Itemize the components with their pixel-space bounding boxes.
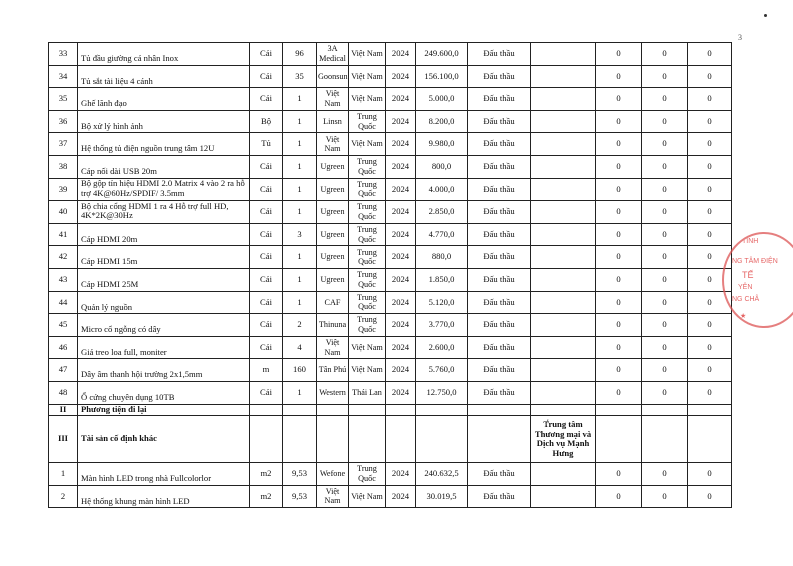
quantity: 1 xyxy=(283,381,317,404)
quantity: 96 xyxy=(283,43,317,66)
table-row xyxy=(49,268,732,291)
value-col-2: 0 xyxy=(642,314,688,337)
quantity: 2 xyxy=(283,314,317,337)
year: 2024 xyxy=(386,314,416,337)
unit: Cái xyxy=(250,314,283,337)
quantity: 1 xyxy=(283,178,317,201)
value-col-3: 0 xyxy=(688,463,732,486)
origin: Thái Lan xyxy=(349,381,386,404)
year: 2024 xyxy=(386,178,416,201)
procurement-method: Đấu thầu xyxy=(468,336,531,359)
section-number: II xyxy=(49,404,78,416)
table-row xyxy=(49,336,732,359)
brand: 3A Medical xyxy=(317,43,349,66)
supplier xyxy=(531,223,596,246)
unit: Cái xyxy=(250,336,283,359)
table-row xyxy=(49,485,732,508)
table-row xyxy=(49,404,732,416)
price: 156.100,0 xyxy=(416,65,468,88)
value-col-3: 0 xyxy=(688,314,732,337)
quantity: 1 xyxy=(283,291,317,314)
supplier xyxy=(531,133,596,156)
supplier xyxy=(531,336,596,359)
item-name: Micro cổ ngỗng có dây xyxy=(78,314,250,337)
value-col-1: 0 xyxy=(596,268,642,291)
unit: Cái xyxy=(250,268,283,291)
value-col-2: 0 xyxy=(642,88,688,111)
price: 240.632,5 xyxy=(416,463,468,486)
table-row xyxy=(49,246,732,269)
procurement-method: Đấu thầu xyxy=(468,291,531,314)
value-col-2: 0 xyxy=(642,336,688,359)
item-name: Giá treo loa full, moniter xyxy=(78,336,250,359)
brand: Việt Nam xyxy=(317,88,349,111)
row-number: 33 xyxy=(49,43,78,66)
year: 2024 xyxy=(386,291,416,314)
supplier xyxy=(531,359,596,382)
item-name: Bộ gộp tín hiệu HDMI 2.0 Matrix 4 vào 2 ra hỗ trợ 4K@60Hz/SPDIF/ 3.5mm xyxy=(78,178,250,201)
item-name: Quản lý nguồn xyxy=(78,291,250,314)
table-row xyxy=(49,463,732,486)
table-body-bottom xyxy=(49,463,732,508)
brand: Việt Nam xyxy=(317,133,349,156)
procurement-method: Đấu thầu xyxy=(468,381,531,404)
price: 880,0 xyxy=(416,246,468,269)
table-row xyxy=(49,110,732,133)
row-number: 46 xyxy=(49,336,78,359)
brand: Goonsun xyxy=(317,65,349,88)
value-col-1: 0 xyxy=(596,291,642,314)
value-col-2: 0 xyxy=(642,359,688,382)
price: 9.980,0 xyxy=(416,133,468,156)
procurement-method: Đấu thầu xyxy=(468,178,531,201)
value-col-3: 0 xyxy=(688,88,732,111)
quantity: 9,53 xyxy=(283,485,317,508)
year: 2024 xyxy=(386,110,416,133)
table-row xyxy=(49,133,732,156)
supplier-name: Trung tâm Thương mại và Dịch vụ Mạnh Hưng xyxy=(531,416,596,463)
quantity: 35 xyxy=(283,65,317,88)
supplier xyxy=(531,43,596,66)
price: 2.600,0 xyxy=(416,336,468,359)
row-number: 43 xyxy=(49,268,78,291)
procurement-method: Đấu thầu xyxy=(468,485,531,508)
value-col-1: 0 xyxy=(596,88,642,111)
brand: Việt Nam xyxy=(317,336,349,359)
value-col-3: 0 xyxy=(688,110,732,133)
table-row xyxy=(49,223,732,246)
unit: Cái xyxy=(250,246,283,269)
value-col-3: 0 xyxy=(688,133,732,156)
item-name: Bộ xử lý hình ảnh xyxy=(78,110,250,133)
value-col-3: 0 xyxy=(688,223,732,246)
table-row xyxy=(49,65,732,88)
value-col-3: 0 xyxy=(688,178,732,201)
value-col-2: 0 xyxy=(642,43,688,66)
year: 2024 xyxy=(386,223,416,246)
procurement-method: Đấu thầu xyxy=(468,201,531,224)
value-col-3: 0 xyxy=(688,381,732,404)
asset-table xyxy=(48,42,732,508)
row-number: 38 xyxy=(49,155,78,178)
unit: Cái xyxy=(250,43,283,66)
origin: Trung Quốc xyxy=(349,178,386,201)
unit: m2 xyxy=(250,463,283,486)
table-row xyxy=(49,88,732,111)
value-col-3: 0 xyxy=(688,201,732,224)
value-col-1: 0 xyxy=(596,133,642,156)
quantity: 9,53 xyxy=(283,463,317,486)
value-col-1: 0 xyxy=(596,314,642,337)
procurement-method: Đấu thầu xyxy=(468,88,531,111)
section-title: Tài sản cố định khác xyxy=(78,416,250,463)
item-name: Hệ thống khung màn hình LED xyxy=(78,485,250,508)
brand: Linsn xyxy=(317,110,349,133)
quantity: 1 xyxy=(283,201,317,224)
item-name: Ổ cứng chuyên dụng 10TB xyxy=(78,381,250,404)
year: 2024 xyxy=(386,88,416,111)
value-col-3: 0 xyxy=(688,65,732,88)
section-iii xyxy=(49,416,732,463)
origin: Trung Quốc xyxy=(349,314,386,337)
scan-dot xyxy=(764,14,767,17)
supplier xyxy=(531,65,596,88)
row-number: 1 xyxy=(49,463,78,486)
value-col-2: 0 xyxy=(642,133,688,156)
section-ii xyxy=(49,404,732,416)
supplier xyxy=(531,178,596,201)
quantity: 1 xyxy=(283,246,317,269)
brand: Ugreen xyxy=(317,246,349,269)
year: 2024 xyxy=(386,155,416,178)
quantity: 1 xyxy=(283,155,317,178)
item-name: Cáp nối dài USB 20m xyxy=(78,155,250,178)
table-row xyxy=(49,291,732,314)
procurement-method: Đấu thầu xyxy=(468,65,531,88)
year: 2024 xyxy=(386,133,416,156)
year: 2024 xyxy=(386,201,416,224)
value-col-2: 0 xyxy=(642,223,688,246)
year: 2024 xyxy=(386,336,416,359)
value-col-2: 0 xyxy=(642,110,688,133)
unit: m xyxy=(250,359,283,382)
item-name: Dây âm thanh hội trường 2x1,5mm xyxy=(78,359,250,382)
brand: Western xyxy=(317,381,349,404)
origin: Việt Nam xyxy=(349,43,386,66)
value-col-3: 0 xyxy=(688,246,732,269)
brand: Việt Nam xyxy=(317,485,349,508)
supplier xyxy=(531,246,596,269)
row-number: 41 xyxy=(49,223,78,246)
quantity: 160 xyxy=(283,359,317,382)
unit: Cái xyxy=(250,223,283,246)
value-col-3: 0 xyxy=(688,336,732,359)
unit: Cái xyxy=(250,381,283,404)
year: 2024 xyxy=(386,65,416,88)
procurement-method: Đấu thầu xyxy=(468,268,531,291)
origin: Trung Quốc xyxy=(349,223,386,246)
year: 2024 xyxy=(386,463,416,486)
value-col-3: 0 xyxy=(688,359,732,382)
quantity: 1 xyxy=(283,88,317,111)
row-number: 40 xyxy=(49,201,78,224)
value-col-1: 0 xyxy=(596,336,642,359)
origin: Trung Quốc xyxy=(349,246,386,269)
quantity: 1 xyxy=(283,133,317,156)
value-col-1: 0 xyxy=(596,463,642,486)
official-seal: TỈNH NG TÂM ĐIỆN TẾ YÊN NG CHÂ ★ xyxy=(722,232,793,328)
price: 2.850,0 xyxy=(416,201,468,224)
origin: Việt Nam xyxy=(349,336,386,359)
year: 2024 xyxy=(386,246,416,269)
brand: Ugreen xyxy=(317,155,349,178)
procurement-method: Đấu thầu xyxy=(468,155,531,178)
row-number: 37 xyxy=(49,133,78,156)
value-col-2: 0 xyxy=(642,485,688,508)
value-col-3: 0 xyxy=(688,268,732,291)
price: 5.120,0 xyxy=(416,291,468,314)
quantity: 1 xyxy=(283,268,317,291)
table-row xyxy=(49,359,732,382)
unit: Cái xyxy=(250,201,283,224)
table-row xyxy=(49,416,732,463)
row-number: 35 xyxy=(49,88,78,111)
year: 2024 xyxy=(386,381,416,404)
value-col-2: 0 xyxy=(642,155,688,178)
value-col-1: 0 xyxy=(596,65,642,88)
year: 2024 xyxy=(386,485,416,508)
value-col-1: 0 xyxy=(596,178,642,201)
year: 2024 xyxy=(386,43,416,66)
item-name: Hệ thống tủ điện nguồn trung tâm 12U xyxy=(78,133,250,156)
value-col-2: 0 xyxy=(642,246,688,269)
procurement-method: Đấu thầu xyxy=(468,43,531,66)
procurement-method: Đấu thầu xyxy=(468,246,531,269)
quantity: 1 xyxy=(283,110,317,133)
unit: Tủ xyxy=(250,133,283,156)
table-row xyxy=(49,178,732,201)
supplier xyxy=(531,463,596,486)
origin: Trung Quốc xyxy=(349,291,386,314)
procurement-method: Đấu thầu xyxy=(468,110,531,133)
origin: Việt Nam xyxy=(349,88,386,111)
price: 12.750,0 xyxy=(416,381,468,404)
item-name: Tủ đầu giường cá nhân Inox xyxy=(78,43,250,66)
table-row xyxy=(49,201,732,224)
brand: Wefone xyxy=(317,463,349,486)
item-name: Cáp HDMI 20m xyxy=(78,223,250,246)
unit: Cái xyxy=(250,178,283,201)
value-col-3: 0 xyxy=(688,155,732,178)
procurement-method: Đấu thầu xyxy=(468,463,531,486)
item-name: Cáp HDMI 15m xyxy=(78,246,250,269)
value-col-1: 0 xyxy=(596,155,642,178)
brand: Ugreen xyxy=(317,268,349,291)
unit: Bộ xyxy=(250,110,283,133)
origin: Trung Quốc xyxy=(349,201,386,224)
value-col-1: 0 xyxy=(596,246,642,269)
price: 3.770,0 xyxy=(416,314,468,337)
supplier xyxy=(531,155,596,178)
value-col-1: 0 xyxy=(596,485,642,508)
value-col-1: 0 xyxy=(596,381,642,404)
procurement-method: Đấu thầu xyxy=(468,133,531,156)
year: 2024 xyxy=(386,268,416,291)
origin: Trung Quốc xyxy=(349,110,386,133)
value-col-2: 0 xyxy=(642,65,688,88)
table-row xyxy=(49,43,732,66)
price: 1.850,0 xyxy=(416,268,468,291)
row-number: 39 xyxy=(49,178,78,201)
unit: Cái xyxy=(250,155,283,178)
item-name: Ghế lãnh đạo xyxy=(78,88,250,111)
value-col-2: 0 xyxy=(642,291,688,314)
item-name: Cáp HDMI 25M xyxy=(78,268,250,291)
section-number: III xyxy=(49,416,78,463)
row-number: 48 xyxy=(49,381,78,404)
value-col-3: 0 xyxy=(688,43,732,66)
item-name: Tủ sắt tài liệu 4 cánh xyxy=(78,65,250,88)
value-col-1: 0 xyxy=(596,223,642,246)
row-number: 36 xyxy=(49,110,78,133)
supplier xyxy=(531,268,596,291)
price: 30.019,5 xyxy=(416,485,468,508)
supplier xyxy=(531,485,596,508)
price: 800,0 xyxy=(416,155,468,178)
value-col-1: 0 xyxy=(596,43,642,66)
supplier xyxy=(531,291,596,314)
table-row xyxy=(49,314,732,337)
value-col-2: 0 xyxy=(642,268,688,291)
row-number: 47 xyxy=(49,359,78,382)
origin: Trung Quốc xyxy=(349,268,386,291)
procurement-method: Đấu thầu xyxy=(468,359,531,382)
origin: Việt Nam xyxy=(349,485,386,508)
origin: Trung Quốc xyxy=(349,155,386,178)
value-col-1: 0 xyxy=(596,359,642,382)
supplier xyxy=(531,314,596,337)
unit: m2 xyxy=(250,485,283,508)
procurement-method: Đấu thầu xyxy=(468,223,531,246)
brand: CAF xyxy=(317,291,349,314)
quantity: 3 xyxy=(283,223,317,246)
year: 2024 xyxy=(386,359,416,382)
brand: Ugreen xyxy=(317,223,349,246)
quantity: 4 xyxy=(283,336,317,359)
item-name: Màn hình LED trong nhà Fullcolorlor xyxy=(78,463,250,486)
row-number: 45 xyxy=(49,314,78,337)
table-body-top xyxy=(49,43,732,405)
unit: Cái xyxy=(250,65,283,88)
table-row xyxy=(49,381,732,404)
table-row xyxy=(49,155,732,178)
price: 4.000,0 xyxy=(416,178,468,201)
row-number: 44 xyxy=(49,291,78,314)
value-col-2: 0 xyxy=(642,381,688,404)
price: 4.770,0 xyxy=(416,223,468,246)
brand: Ugreen xyxy=(317,178,349,201)
unit: Cái xyxy=(250,88,283,111)
value-col-3: 0 xyxy=(688,291,732,314)
origin: Việt Nam xyxy=(349,133,386,156)
unit: Cái xyxy=(250,291,283,314)
value-col-1: 0 xyxy=(596,201,642,224)
row-number: 34 xyxy=(49,65,78,88)
value-col-2: 0 xyxy=(642,178,688,201)
supplier xyxy=(531,381,596,404)
brand: Tân Phú xyxy=(317,359,349,382)
value-col-3: 0 xyxy=(688,485,732,508)
page-corner-mark: 3 xyxy=(738,33,742,42)
procurement-method: Đấu thầu xyxy=(468,314,531,337)
supplier xyxy=(531,88,596,111)
value-col-2: 0 xyxy=(642,463,688,486)
price: 8.200,0 xyxy=(416,110,468,133)
section-title: Phương tiện đi lại xyxy=(78,404,250,416)
value-col-2: 0 xyxy=(642,201,688,224)
item-name: Bộ chia cổng HDMI 1 ra 4 Hỗ trợ full HD, 4K*2K@30Hz xyxy=(78,201,250,224)
price: 5.760,0 xyxy=(416,359,468,382)
price: 249.600,0 xyxy=(416,43,468,66)
origin: Trung Quốc xyxy=(349,463,386,486)
supplier xyxy=(531,110,596,133)
row-number: 2 xyxy=(49,485,78,508)
value-col-1: 0 xyxy=(596,110,642,133)
origin: Việt Nam xyxy=(349,359,386,382)
origin: Việt Nam xyxy=(349,65,386,88)
row-number: 42 xyxy=(49,246,78,269)
brand: Thinuna xyxy=(317,314,349,337)
brand: Ugreen xyxy=(317,201,349,224)
supplier xyxy=(531,201,596,224)
price: 5.000,0 xyxy=(416,88,468,111)
